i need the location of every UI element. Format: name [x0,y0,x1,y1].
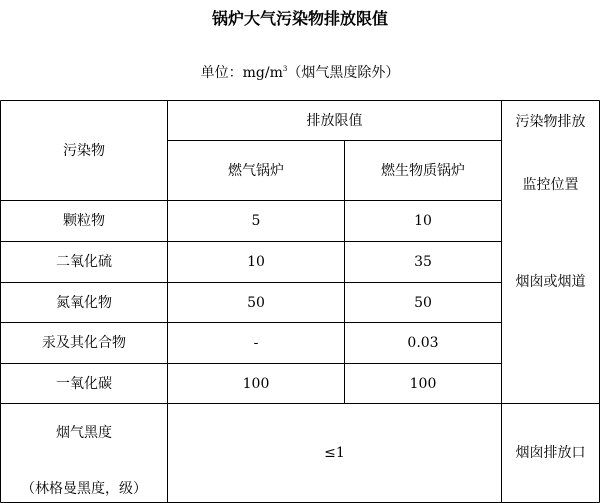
header-monitor-line1: 污染物排放 [515,114,586,130]
header-monitor-line2: 监控位置 [522,177,579,193]
unit-prefix: 单位：mg/m [200,65,283,81]
row-pollutant-label: 二氧化硫 [56,254,112,270]
document-title: 锅炉大气污染物排放限值 [211,9,388,28]
row-biomass-value: 0.03 [407,335,439,351]
monitor-location-flue: 烟囱或烟道 [515,274,586,290]
row-gas-value: 50 [247,294,265,311]
row-biomass-value: 50 [414,294,432,311]
unit-superscript: 3 [282,65,288,73]
monitor-location-stack-outlet: 烟囱排放口 [515,445,586,461]
row-gas-value: - [253,335,259,351]
smoke-limit-value: ≤1 [324,445,345,461]
header-limit-group: 排放限值 [306,112,363,129]
row-gas-value: 100 [242,375,270,392]
row-biomass-value: 35 [414,254,432,270]
smoke-label-line1: 烟气黑度 [56,425,112,441]
row-pollutant-label: 颗粒物 [63,213,105,229]
row-pollutant-label: 一氧化碳 [56,375,112,392]
row-biomass-value: 100 [409,375,437,392]
row-biomass-value: 10 [414,213,432,229]
unit-suffix: （烟气黑度除外） [287,65,400,81]
header-pollutant: 污染物 [63,142,105,159]
header-biomass-boiler: 燃生物质锅炉 [381,162,465,179]
row-gas-value: 5 [251,213,261,229]
row-pollutant-label: 汞及其化合物 [42,335,126,351]
row-gas-value: 10 [247,254,265,270]
row-pollutant-label: 氮氧化物 [56,294,112,311]
smoke-label-line2: （林格曼黑度，级） [21,481,147,497]
header-gas-boiler: 燃气锅炉 [228,162,284,179]
